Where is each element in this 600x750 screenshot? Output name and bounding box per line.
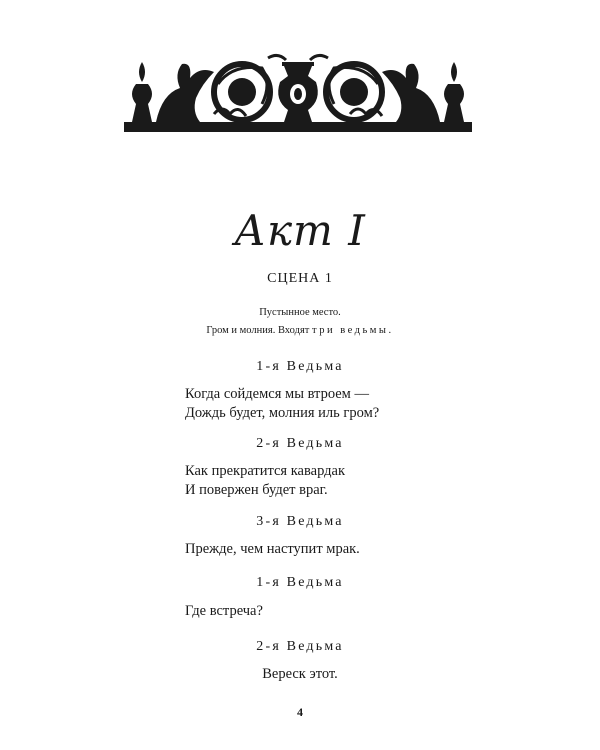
act-title: Акт I [234,206,366,255]
dialogue-line: И повержен будет враг. [185,482,328,498]
dialogue-line: Когда сойдемся мы втроем — [185,386,369,402]
stage-direction-line-1: Пустынное место. [259,307,341,318]
speaker-name: 2-я Ведьма [256,639,344,654]
dialogue-line: Прежде, чем наступит мрак. [185,541,360,557]
dialogue-line: Вереск этот. [262,666,338,682]
dialogue-line: Как прекратится кавардак [185,463,345,479]
stage-direction-line-2 [0,324,600,338]
dialogue-line: Где встреча? [185,603,263,619]
page-number: 4 [297,705,303,719]
ornament-frieze-icon [122,44,474,136]
stage-direction-prefix: Гром и молния. Входят [206,325,310,336]
speaker-name: 1-я Ведьма [256,359,344,374]
dialogue-line: Дождь будет, молния иль гром? [185,405,380,421]
stage-direction-spaced: три ведьмы. [312,325,394,336]
decorative-ornament-header [122,44,474,136]
scene-title: СЦЕНА 1 [267,271,333,286]
speaker-name: 3-я Ведьма [256,514,344,529]
speaker-name: 2-я Ведьма [256,436,344,451]
speaker-name: 1-я Ведьма [256,575,344,590]
